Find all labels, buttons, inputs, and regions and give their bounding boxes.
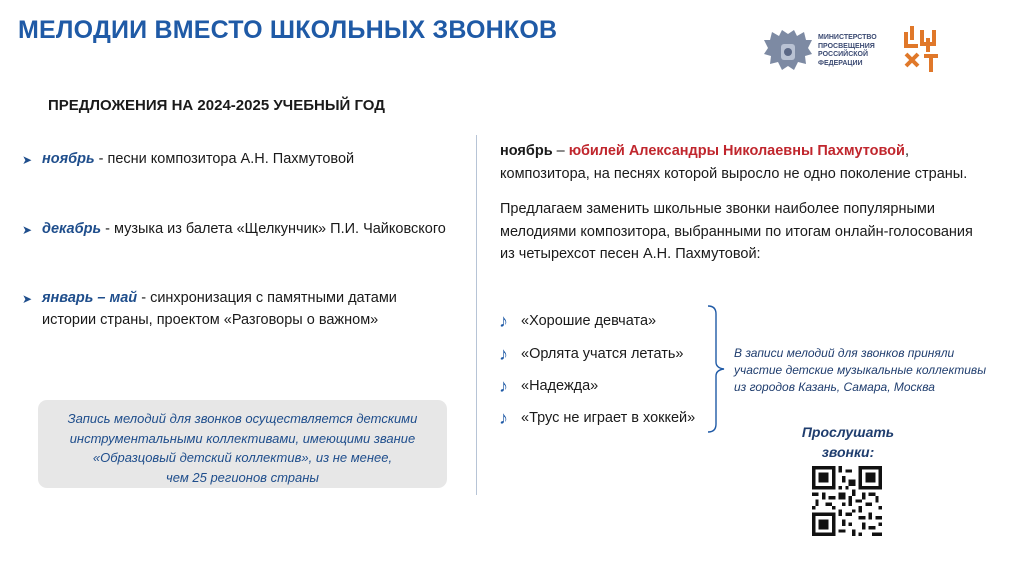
proposal-separator: - [137, 290, 151, 306]
proposal-separator: - [94, 151, 108, 167]
proposal-separator: - [101, 221, 114, 237]
arrow-bullet-icon: ➤ [22, 292, 33, 306]
qr-code-icon[interactable] [812, 466, 882, 536]
proposal-text: музыка из балета «Щелкунчик» П.И. Чайковского [113, 221, 446, 237]
info-line: инструментальными коллективами, имеющими звание [69, 430, 416, 446]
ministry-logo [762, 28, 892, 76]
recording-note-line: участие детские музыкальные коллективы [734, 363, 987, 377]
center-logo [902, 24, 1012, 76]
recording-note [734, 345, 1014, 396]
arrow-bullet-icon: ➤ [22, 223, 33, 237]
jubilee-description [500, 140, 1000, 266]
ministry-line: ФЕДЕРАЦИИ [818, 59, 863, 67]
listen-line: Прослушать [801, 424, 895, 440]
music-note-icon: ♪ [499, 376, 508, 396]
center-logo-icon [902, 24, 942, 76]
listen-line: звонки: [821, 444, 875, 460]
page-title: МЕЛОДИИ ВМЕСТО ШКОЛЬНЫХ ЗВОНКОВ [18, 16, 558, 44]
songs-bracket [706, 304, 728, 434]
proposal-paragraph-line: Предлагаем заменить школьные звонки наиболее популярными [500, 201, 935, 217]
proposal-month: декабрь [42, 221, 102, 237]
proposal-text: синхронизация с памятными датами [150, 290, 397, 306]
proposal-paragraph-line: мелодиями композитора, выбранными по итогам онлайн-голосования [500, 223, 973, 240]
info-line: чем 25 регионов страны [166, 469, 319, 485]
recording-note-line: из городов Казань, Самара, Москва [734, 380, 935, 394]
ministry-line: МИНИСТЕРСТВО [818, 34, 877, 41]
jubilee-dash: – [552, 143, 569, 159]
column-divider [476, 135, 477, 495]
song-title: «Надежда» [521, 378, 599, 394]
song-title: «Хорошие девчата» [521, 313, 657, 329]
music-note-icon: ♪ [499, 344, 508, 364]
info-line: Запись мелодий для звонков осуществляется детскими [67, 411, 418, 426]
info-line: «Образцовый детский коллектив», из не менее, [92, 450, 393, 465]
proposal-paragraph-line: из четырехсот песен А.Н. Пахмутовой: [500, 246, 761, 262]
section-subtitle: ПРЕДЛОЖЕНИЯ НА 2024-2025 УЧЕБНЫЙ ГОД [48, 97, 385, 114]
recording-note-line: В записи мелодий для звонков приняли [734, 346, 955, 360]
song-title: «Трус не играет в хоккей» [521, 410, 696, 426]
coat-of-arms-icon [762, 28, 814, 76]
proposal-text-line2: истории страны, проектом «Разговоры о важном» [42, 312, 379, 328]
jubilee-line: композитора, на песнях которой выросло не одно поколение страны. [500, 165, 968, 182]
ministry-line: ПРОСВЕЩЕНИЯ [818, 42, 875, 50]
music-note-icon: ♪ [499, 311, 508, 331]
recording-info-box [38, 400, 447, 488]
arrow-bullet-icon: ➤ [22, 153, 33, 167]
proposal-text: песни композитора А.Н. Пахмутовой [107, 151, 355, 167]
proposal-month: январь – май [42, 290, 138, 306]
jubilee-title: юбилей Александры Николаевны Пахмутовой [568, 143, 905, 159]
proposal-month: ноябрь [42, 151, 95, 167]
jubilee-month: ноябрь [500, 143, 553, 159]
music-note-icon: ♪ [499, 408, 508, 428]
song-title: «Орлята учатся летать» [521, 346, 684, 362]
jubilee-comma: , [904, 143, 909, 159]
listen-label [780, 422, 916, 462]
ministry-line: РОССИЙСКОЙ [818, 51, 868, 58]
